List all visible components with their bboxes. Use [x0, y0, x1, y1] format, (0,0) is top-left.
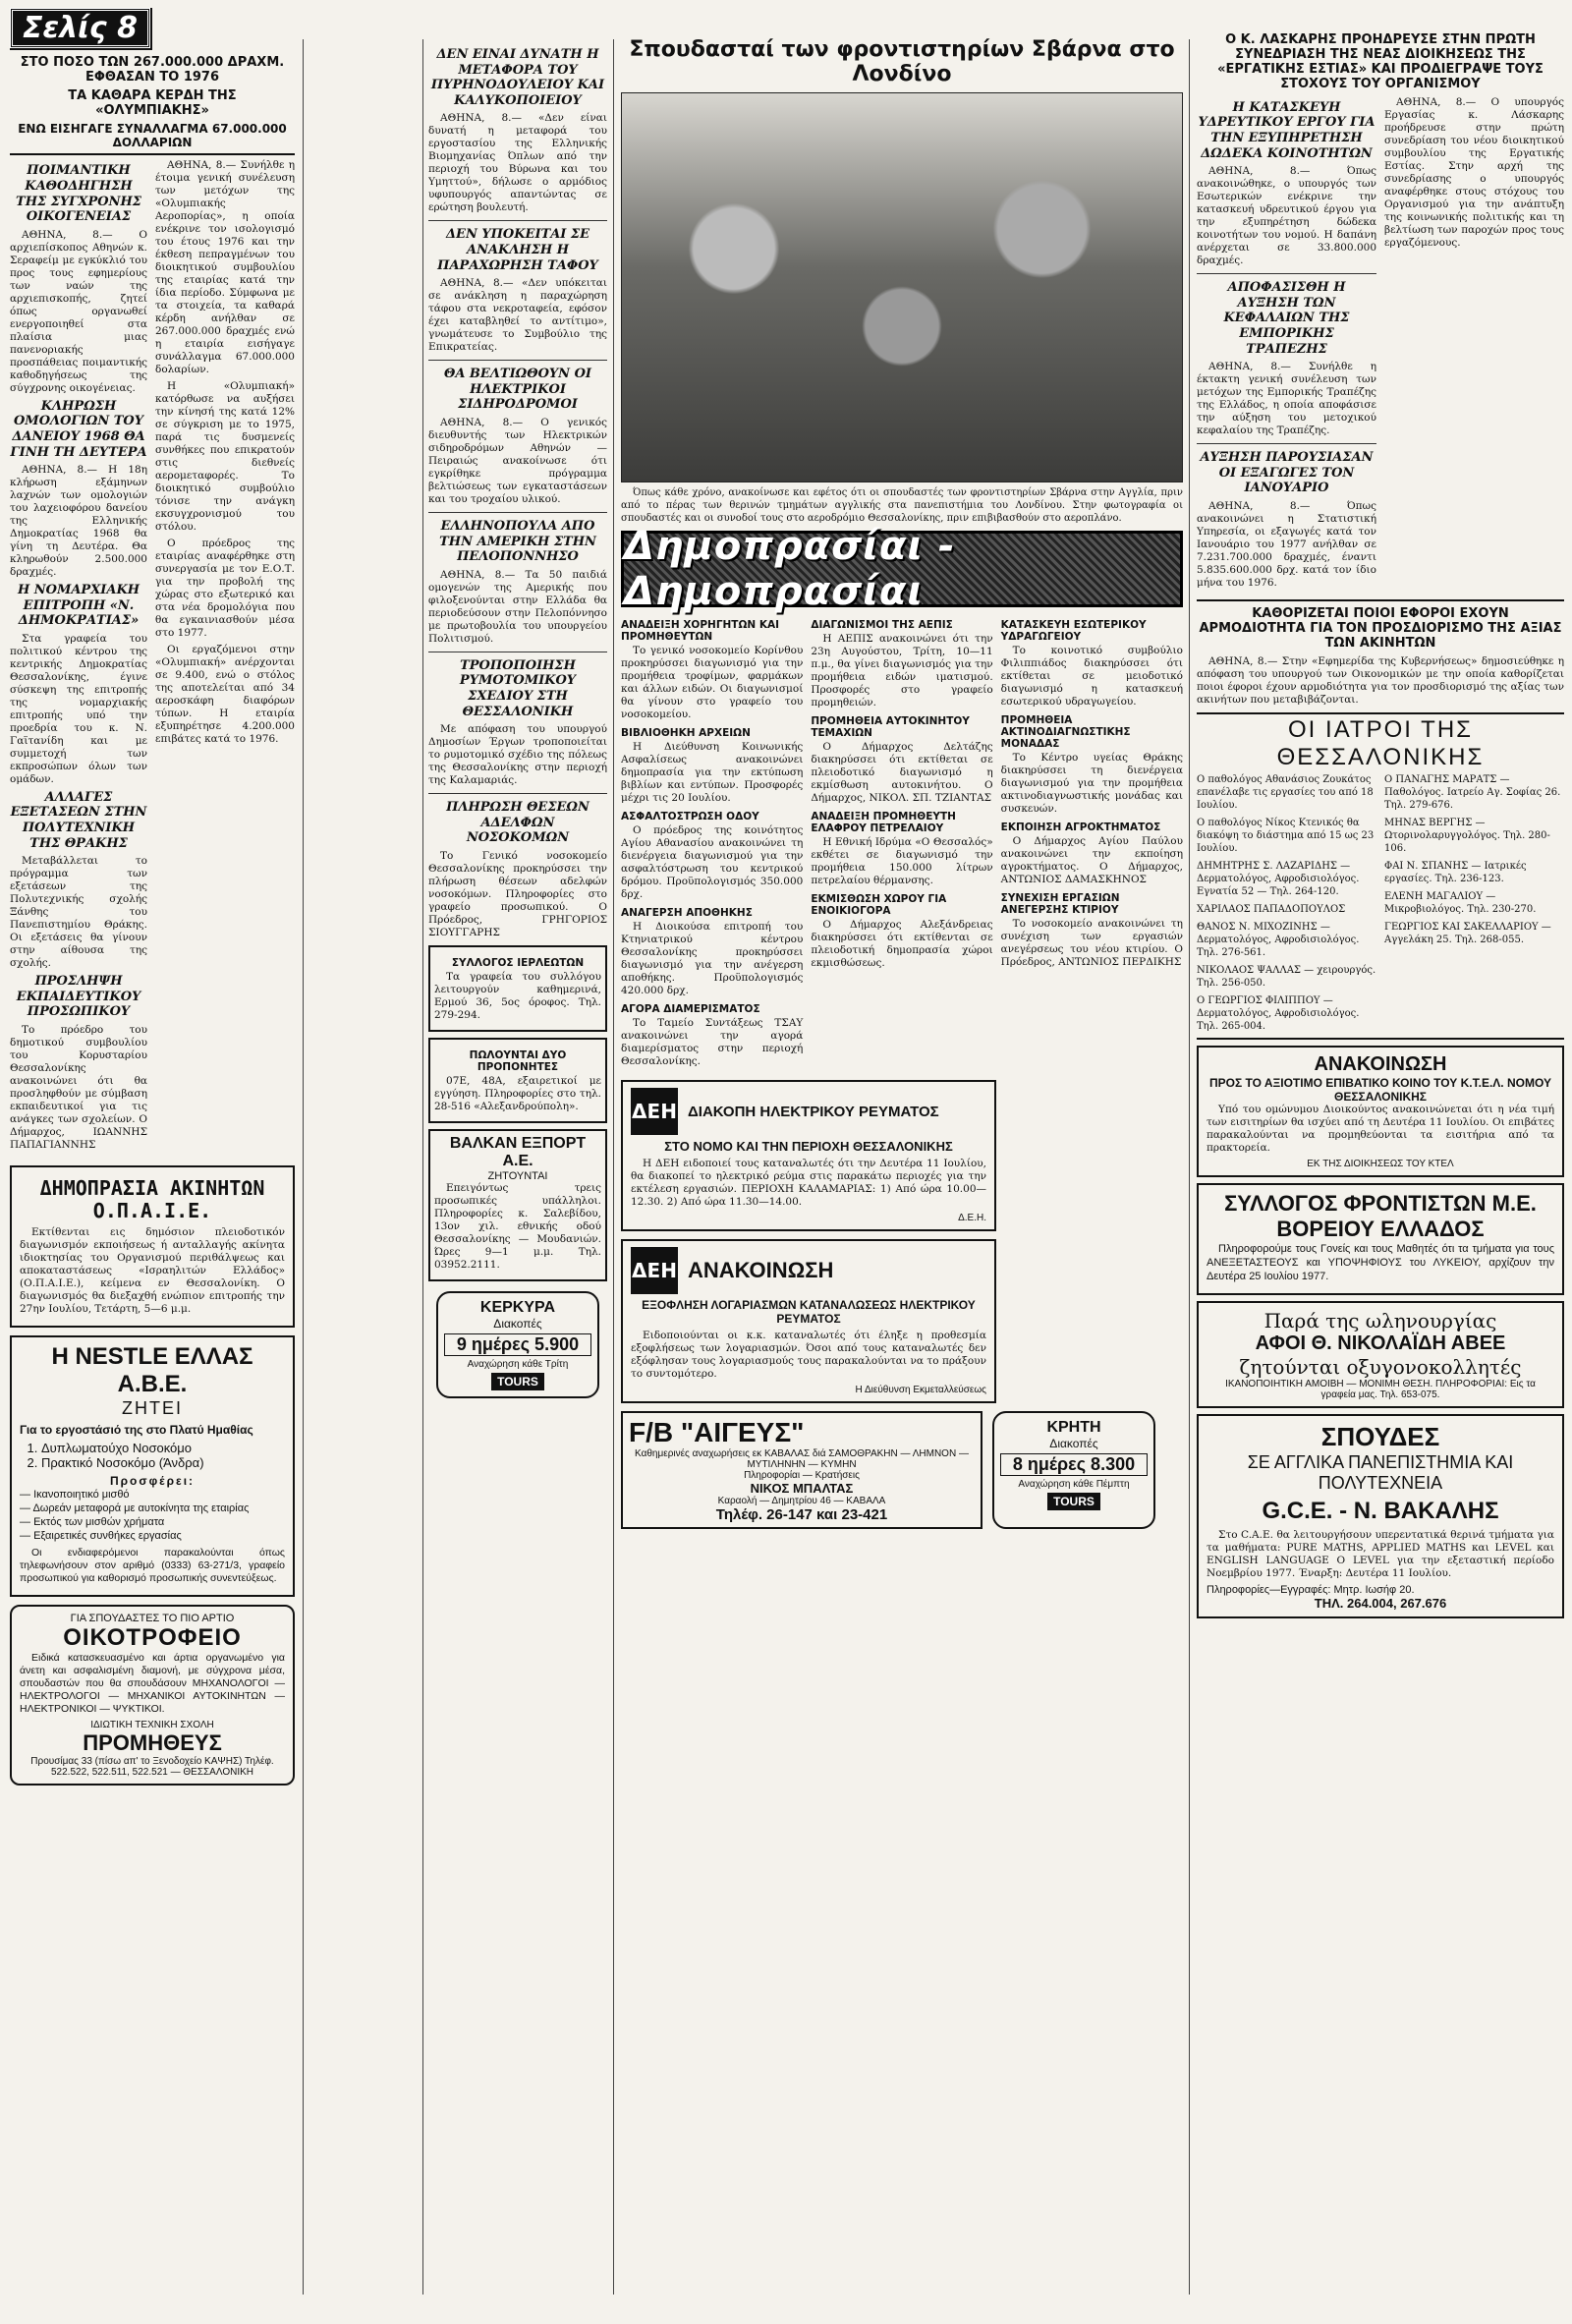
doctor-entry: Ο παθολόγος Νίκος Κτενικός θα διακόψη το διάστημα από 15 ως 23 Ιουλίου.: [1197, 817, 1375, 854]
aigeus-agent: ΝΙΚΟΣ ΜΠΑΛΤΑΣ: [750, 1481, 854, 1496]
list-item: — Ικανοποιητικό μισθό: [20, 1489, 130, 1502]
article-heading: ΚΛΗΡΩΣΗ ΟΜΟΛΟΓΙΩΝ ΤΟΥ ΔΑΝΕΙΟΥ 1968 ΘΑ ΓΙΝΗ ΤΗ ΔΕΥΤΕΡΑ: [10, 398, 147, 460]
notice-box: [428, 945, 607, 1032]
doctor-entry: ΘΑΝΟΣ Ν. ΜΙΧΟΖΙΝΗΣ — Δερματολόγος, Αφροδισιολόγος. Τηλ. 276-561.: [1197, 921, 1360, 958]
article-heading: ΔΕΝ ΕΙΝΑΙ ΔΥΝΑΤΗ Η ΜΕΤΑΦΟΡΑ ΤΟΥ ΠΥΡΗΝΟΔΟΥΛΕΙΟΥ ΚΑΙ ΚΑΛΥΚΟΠΟΙΕΙΟΥ: [430, 47, 605, 108]
school-heading: ΟΙΚΟΤΡΟΦΕΙΟ: [63, 1624, 242, 1652]
auctions-banner: Δημοπρασίαι - Δημοπρασίαι: [621, 531, 1183, 607]
welders-pre: Παρά της ωληνουργίας: [1263, 1308, 1497, 1332]
studies-info: Πληροφορίες—Εγγραφές: Μητρ. Ιωσήφ 20.: [1207, 1583, 1415, 1596]
article-heading: Η ΝΟΜΑΡΧΙΑΚΗ ΕΠΙΤΡΟΠΗ «Ν. ΔΗΜΟΚΡΑΤΙΑΣ»: [17, 583, 140, 629]
article-text: ΑΘΗΝΑ, 8.— Συνήλθε η έτοιμα γενική συνέλευση των μετόχων της «Ολυμπιακής Αεροπορίας», η οποία ενέκρινε τον ισολογισμό του έτους 1976 και την έκθεση πεπραγμένων του διοικητικού συμβουλίου της εταιρίας κατά την ίδια περίοδο. Σύμφωνα με τα στοιχεία, τα καθαρά κέρδη ανήλθαν σε 267.000.000 δραχμές ενώ η εταιρία εισήγαγε συνάλλαγμα 67.000.000 δολαρίων.: [155, 159, 295, 376]
tender-heading: ΕΚΜΙΣΘΩΣΗ ΧΩΡΟΥ ΓΙΑ ΕΝΟΙΚΙΟΓΟΡΑ: [811, 893, 947, 917]
tender-text: Το Κέντρο υγείας Θράκης διακηρύσσει τη διενέργεια διαγωνισμού για την προμήθεια ακτινοδιαγνωστικής μονάδας και συσκευών.: [1000, 752, 1183, 815]
doctors-section: [1197, 712, 1564, 1040]
doctor-entry: ΦΑΙ Ν. ΣΠΑΝΗΣ — Ιατρικές εργασίες. Τηλ. 236-123.: [1384, 860, 1527, 884]
tender-heading: ΚΑΤΑΣΚΕΥΗ ΕΣΩΤΕΡΙΚΟΥ ΥΔΡΑΓΩΓΕΙΟΥ: [1000, 619, 1147, 643]
school-text: Ειδικά κατασκευασμένο και άρτια οργανωμένο για άνετη και ασφαλισμένη διαμονή, με σύγχρονα μέσα, σπουδαστών που θα σπουδάσουν ΜΗΧΑΝΟΛΟΓΟΙ — ΗΛΕΚΤΡΟΛΟΓΟΙ — ΜΗΧΑΝΙΚΟΙ ΑΥΤΟΚΙΝΗΤΩΝ — ΗΛΕΚΤΡΟΝΙΚΟΙ — ΨΥΚΤΙΚΟΙ.: [20, 1652, 285, 1716]
notice-box: [428, 1038, 607, 1123]
notice-heading: ΒΑΛΚΑΝ ΕΞΠΟΡΤ Α.Ε.: [449, 1134, 587, 1169]
opaie-text: Εκτίθενται εις δημόσιον πλειοδοτικόν διαγωνισμόν εκποιήσεως ή ανταλλαγής ακίνητα ιδιοκτησίας του Οργανισμού περιθάλψεως και αποκαταστάσεως «Ισραηλιτών Ελλάδος» (Ο.Π.Α.Ι.Ε.), κείμενα εν Θεσσαλονίκη. Ο διαγωνισμός θα διεξαχθή ενώπιον επιτροπής την 27ην Ιουλίου, Τετάρτη, 5—6 μ.μ.: [20, 1226, 285, 1316]
article-heading: ΑΥΞΗΣΗ ΠΑΡΟΥΣΙΑΣΑΝ ΟΙ ΕΞΑΓΩΓΕΣ ΤΟΝ ΙΑΝΟΥΑΡΙΟ: [1200, 450, 1374, 496]
notice-text: Επειγόντως τρεις προσωπικές υπάλληλοι. Πληροφορίες κ. Σαλεβίδου, 13ον χιλ. εθνικής οδού Θεσσαλονίκης — Μουδανιών. Ώρες 9—1 μ.μ. Τηλ. 03952.2111.: [434, 1181, 601, 1271]
welders-wanted: ζητούνται οξυγονοκολλητές: [1239, 1354, 1522, 1379]
tender-text: Το Ταμείο Συντάξεως ΤΣΑΥ ανακοινώνει την αγορά διαμερίσματος στην περιοχή Θεσσαλονίκης.: [621, 1017, 804, 1067]
doctor-entry: Ο ΓΕΩΡΓΙΟΣ ΦΙΛΙΠΠΟΥ — Δερματολόγος, Αφροδισιολόγος. Τηλ. 265-004.: [1197, 994, 1360, 1032]
tender-heading: ΕΚΠΟΙΗΣΗ ΑΓΡΟΚΤΗΜΑΤΟΣ: [1000, 822, 1161, 833]
doctor-entry: ΓΕΩΡΓΙΟΣ ΚΑΙ ΣΑΚΕΛΛΑΡΙΟΥ — Αγγελάκη 25. Τηλ. 268-055.: [1384, 921, 1551, 945]
article-heading: Η ΚΑΤΑΣΚΕΥΗ ΥΔΡΕΥΤΙΚΟΥ ΕΡΓΟΥ ΓΙΑ ΤΗΝ ΕΞΥΠΗΡΕΤΗΣΗ ΔΩΔΕΚΑ ΚΟΙΝΟΤΗΤΩΝ: [1198, 99, 1376, 161]
lead-headline-2: ΤΑ ΚΑΘΑΡΑ ΚΕΡΔΗ ΤΗΣ «ΟΛΥΜΠΙΑΚΗΣ»: [68, 87, 237, 118]
tender-text: Ο Δήμαρχος Αγίου Παύλου ανακοινώνει την εκποίηση αγροκτήματος. Ο Δήμαρχος, ΑΝΤΩΝΙΟΣ ΔΑΜΑΣΚΗΝΟΣ: [1000, 835, 1183, 885]
column-rule: [422, 39, 423, 2295]
article-text: Στα γραφεία του πολιτικού κέντρου της κεντρικής Δημοκρατίας Θεσσαλονίκης, έγινε σύσκεψη της επιτροπής της νομαρχιακής επιτροπής υπό την προεδρία του κ. Ν. Γαϊτανίδη και με συμμετοχή των εκπροσώπων όλων των ομάδων.: [10, 632, 147, 785]
nestle-offers-label: Προσφέρει:: [109, 1474, 196, 1489]
ktel-text: Υπό του ομώνυμου Διοικούντος ανακοινώνεται ότι η νέα τιμή των εισιτηρίων θα ισχύει από τη Δευτέρα 11 Ιουλίου. Οι επιβάτες παρακαλούνται να προμηθεύονται τα εισιτήρια από τα πρακτορεία.: [1207, 1103, 1554, 1154]
doctor-entry: ΔΗΜΗΤΡΗΣ Σ. ΛΑΖΑΡΙΔΗΣ — Δερματολόγος, Αφροδισιολόγος. Εγνατία 52 — Τηλ. 264-120.: [1197, 860, 1360, 897]
dei-subheading: ΕΞΟΦΛΗΣΗ ΛΟΓΑΡΙΑΣΜΩΝ ΚΑΤΑΝΑΛΩΣΕΩΣ ΗΛΕΚΤΡΙΚΟΥ ΡΕΥΜΑΤΟΣ: [642, 1298, 976, 1326]
tender-text: Η ΑΕΠΙΣ ανακοινώνει ότι την 23η Αυγούστου, Τρίτη, 10—11 π.μ., θα γίνει διαγωνισμός για την προμήθεια ειδών ιματισμού. Προσφορές στο γραφείο προμηθειών.: [811, 633, 993, 709]
article-text: Μεταβάλλεται το πρόγραμμα των εξετάσεων της Πολυτεχνικής σχολής Ξάνθης του Πανεπιστημίου Θράκης. Οι εξετάσεις θα γίνουν στην αίθουσα της σχολής.: [10, 855, 147, 970]
dei-text: Η ΔΕΗ ειδοποιεί τους καταναλωτές ότι την Δευτέρα 11 Ιουλίου, θα διακοπεί το ηλεκτρικό ρεύμα στις παρακάτω περιοχές για την εκτέλεση εργασιών. ΠΕΡΙΟΧΗ ΚΑΛΑΜΑΡΙΑΣ: 1) Από ώρα 10.00—12.30. 2) Από ώρα 11.30—14.00.: [631, 1158, 986, 1208]
dei-billing-notice: [621, 1239, 996, 1403]
studies-text: Στο C.A.E. θα λειτουργήσουν υπερεντατικά θερινά τμήματα για τα μαθήματα: PURE MATHS, APPLIED MATHS και LEVEL και ENGLISH LANGUAGE O LEVEL για την εξεταστική περίοδο Νοεμβρίου 1977. Έναρξη: Δευτέρα 11 Ιουλίου.: [1207, 1528, 1554, 1579]
ktel-notice: [1197, 1046, 1564, 1177]
tender-text: Η Διοικούσα επιτροπή του Κτηνιατρικού κέντρου Θεσσαλονίκης προκηρύσσει διαγωνισμό για την ανέγερση αποθήκης. Προϋπολογισμός 420.000 δρχ.: [621, 921, 804, 996]
notice-box: [428, 1129, 607, 1281]
studies-phone: ΤΗΛ. 264.004, 267.676: [1314, 1595, 1447, 1611]
article-text: ΑΘΗΝΑ, 8.— Τα 50 παιδιά ομογενών της Αμερικής που φιλοξενούνται στην Ελλάδα θα περιοδεύσουν στην Πελοπόννησο με πρωτοβουλία του υπουργείου Πολιτισμού.: [428, 568, 607, 645]
lead-headline-1: ΣΤΟ ΠΟΣΟ ΤΩΝ 267.000.000 ΔΡΑΧΜ. ΕΦΘΑΣΑΝ ΤΟ 1976: [20, 55, 285, 85]
tender-heading: ΒΙΒΛΙΟΘΗΚΗ ΑΡΧΕΙΩΝ: [621, 727, 751, 739]
travel-destination: ΚΕΡΚΥΡΑ: [479, 1298, 556, 1316]
nestle-ad: [10, 1335, 295, 1597]
doctor-entry: Ο παθολόγος Αθανάσιος Ζουκάτος επανέλαβε τις εργασίες του από 18 Ιουλίου.: [1197, 773, 1374, 811]
article-text: ΑΘΗΝΑ, 8.— «Δεν υπόκειται σε ανάκληση η παραχώρηση τάφου στα νεκροταφεία, εφόσον έχει καταβληθεί το αντίτιμο», γνωμάτευσε το Συμβούλιο της Επικρατείας.: [428, 277, 607, 354]
article-text: ΑΘΗΝΑ, 8.— Η 18η κλήρωση εξάμηνων λαχνών των ομολογιών του λαχειοφόρου δανείου της Ελληνικής Δημοκρατίας 1968 θα γίνη τη Δευτέρα. Θα κληρωθούν 2.500.000 δραχμές.: [10, 464, 147, 579]
welders-text: ΙΚΑΝΟΠΟΙΗΤΙΚΗ ΑΜΟΙΒΗ — ΜΟΝΙΜΗ ΘΕΣΗ. ΠΛΗΡΟΦΟΡΙΑΙ: Εις τα γραφεία μας. Τηλ. 653-075.: [1225, 1378, 1536, 1400]
list-item: — Εξαιρετικές συνθήκες εργασίας: [20, 1530, 182, 1543]
travel-note: Αναχώρηση κάθε Τρίτη: [467, 1358, 569, 1370]
doctor-entry: ΕΛΕΝΗ ΜΑΓΑΛΙΟΥ — Μικροβιολόγος. Τηλ. 230-270.: [1384, 890, 1537, 915]
dei-sign: Η Διεύθυνση Εκμεταλλεύσεως: [855, 1385, 986, 1395]
opaie-auction-ad: [10, 1165, 295, 1328]
opaie-heading: ΔΗΜΟΠΡΑΣΙΑ ΑΚΙΝΗΤΩΝ Ο.Π.Α.Ι.Ε.: [39, 1176, 265, 1223]
dei-heading: ΔΙΑΚΟΠΗ ΗΛΕΚΤΡΙΚΟΥ ΡΕΥΜΑΤΟΣ: [688, 1103, 939, 1120]
tender-text: Ο Δήμαρχος Αλεξάνδρειας διακηρύσσει ότι εκτίθενται σε πλειοδοτική δημοπρασία χώροι εκμισθώσεως.: [811, 919, 993, 969]
school-address: Προυσίμας 33 (πίσω απ' το Ξενοδοχείο ΚΑΨΗΣ) Τηλέφ. 522.522, 522.511, 522.521 — ΘΕΣΣΑΛΟΝΙΚΗ: [30, 1756, 274, 1779]
travel-agency: TOURS: [1047, 1493, 1100, 1510]
list-item: — Εκτός των μισθών χρήματα: [20, 1516, 165, 1529]
aigeus-phone: Τηλέφ. 26-147 και 23-421: [715, 1506, 888, 1523]
article-heading: ΑΠΟΦΑΣΙΣΘΗ Η ΑΥΞΗΣΗ ΤΩΝ ΚΕΦΑΛΑΙΩΝ ΤΗΣ ΕΜΠΟΡΙΚΗΣ ΤΡΑΠΕΖΗΣ: [1223, 280, 1350, 357]
travel-destination: ΚΡΗΤΗ: [1046, 1419, 1101, 1436]
aigeus-heading: F/B "ΑΙΓΕΥΣ": [629, 1417, 805, 1447]
students-photo: [621, 92, 1183, 482]
studies-heading: ΣΠΟΥΔΕΣ: [1320, 1421, 1440, 1451]
welders-ad: [1197, 1301, 1564, 1408]
school-name-pre: ΙΔΙΩΤΙΚΗ ΤΕΧΝΙΚΗ ΣΧΟΛΗ: [90, 1720, 214, 1731]
notice-text: Τα γραφεία του συλλόγου λειτουργούν καθημερινά, Ερμού 36, 5ος όροφος. Τηλ. 279-294.: [434, 970, 601, 1021]
column-rule: [613, 39, 614, 2295]
tender-heading: ΑΝΑΓΕΡΣΗ ΑΠΟΘΗΚΗΣ: [621, 907, 753, 919]
notice-text: 07Ε, 48Α, εξαιρετικοί με εγγύηση. Πληροφορίες στο τηλ. 28-516 «Αλεξανδρούπολη».: [434, 1074, 601, 1112]
column-4: [621, 37, 1183, 2317]
article-text: ΑΘΗΝΑ, 8.— Ο αρχιεπίσκοπος Αθηνών κ. Σεραφείμ με εγκύκλιό του προς τους εφημερίους των ναών της αρχιεπισκοπής, ζητεί όπως οργανωθεί ενεργοποιηθεί στα πλαίσια μιας πανενοριακής προσπάθειας ποιμαντικής καθοδηγήσεως της σύγχρονης οικογένειας.: [10, 228, 147, 394]
studies-ad: [1197, 1414, 1564, 1618]
tender-text: Το γενικό νοσοκομείο Κορίνθου προκηρύσσει διαγωνισμό για την προμήθεια τροφίμων, φαρμάκων και άλλων ειδών. Οι διαγωνισμοί θα γίνουν στο γραφείο του νοσοκομείου.: [621, 645, 804, 720]
ktel-sign: ΕΚ ΤΗΣ ΔΙΟΙΚΗΣΕΩΣ ΤΟΥ ΚΤΕΛ: [1307, 1158, 1454, 1169]
tender-heading: ΠΡΟΜΗΘΕΙΑ ΑΚΤΙΝΟΔΙΑΓΝΩΣΤΙΚΗΣ ΜΟΝΑΔΑΣ: [1000, 714, 1131, 750]
article-text: Οι εργαζόμενοι στην «Ολυμπιακή» ανέρχονται σε 9.400, ενώ ο στόλος της αποτελείται από 34 αεροσκάφη διαφόρων τύπων. Η εταιρία εξυπηρέτησε 4.200.000 επιβάτες κατά το 1976.: [155, 644, 295, 746]
column-rule: [303, 39, 304, 2295]
dei-heading: ΑΝΑΚΟΙΝΩΣΗ: [688, 1258, 834, 1282]
travel-label: Διακοπές: [1049, 1437, 1098, 1450]
lead-headline-3: ΕΝΩ ΕΙΣΗΓΑΓΕ ΣΥΝΑΛΛΑΓΜΑ 67.000.000 ΔΟΛΛΑΡΙΩΝ: [18, 121, 287, 149]
tender-text: Ο πρόεδρος της κοινότητος Αγίου Αθανασίου ανακοινώνει τη διενέργεια διαγωνισμού για την ασφαλτόστρωση του κεντρικού δρόμου. Προϋπολογισμός 350.000 δρχ.: [621, 824, 804, 900]
tender-text: Το νοσοκομείο ανακοινώνει τη συνέχιση των εργασιών ανεγέρσεως του νέου κτιρίου. Ο Πρόεδρος, ΑΝΤΩΝΙΟΣ ΠΕΡΔΙΚΗΣ: [1000, 918, 1183, 968]
article-heading: ΤΡΟΠΟΠΟΙΗΣΗ ΡΥΜΟΤΟΜΙΚΟΥ ΣΧΕΔΙΟΥ ΣΤΗ ΘΕΣΣΑΛΟΝΙΚΗ: [459, 657, 577, 719]
tutors-text: Πληροφορούμε τους Γονείς και τους Μαθητές ότι τα τμήματα για τους ΑΝΕΞΕΤΑΣΤΕΟΥΣ και ΥΠΟΨΗΦΙΟΥΣ του ΛΥΚΕΙΟΥ, αρχίζουν την Δευτέρα 25 Ιουλίου 1977.: [1207, 1242, 1554, 1282]
travel-ad: [992, 1411, 1155, 1529]
notice-heading: ΣΥΛΛΟΓΟΣ ΙΕΡΛΕΩΤΩΝ: [451, 956, 585, 969]
photo-caption: Όπως κάθε χρόνο, ανακοίνωσε και εφέτος ότι οι σπουδαστές των φροντιστηρίων Σβάρνα στην Αγγλία, πριν από το πέρας των θερινών τμημάτων αγγλικής στα πανεπιστήμια του Λονδίνου. Στην φωτογραφία οι σπουδαστές και οι συνοδοί τους στο αεροδρόμιο Θεσσαλονίκης, πριν επιβιβασθούν στο αεροπλάνο.: [621, 487, 1183, 524]
doctor-entry: ΜΗΝΑΣ ΒΕΡΓΗΣ — Ωτορινολαρυγγολόγος. Τηλ. 280-106.: [1384, 817, 1550, 854]
article-text: ΑΘΗΝΑ, 8.— Συνήλθε η έκτακτη γενική συνέλευση των μετόχων της Εμπορικής Τραπέζης της Ελλάδος, η οποία αποφάσισε την αύξηση του μετοχικού κεφαλαίου της Τραπέζης.: [1197, 361, 1376, 437]
article-text: ΑΘΗΝΑ, 8.— «Δεν είναι δυνατή η μεταφορά του εργοστασίου της Ελληνικής Βιομηχανίας Όπλων από την περιοχή του Βύρωνα και του Υμηττού», δήλωσε ο αρμόδιος υφυπουργός απαντώντας σε ερώτηση βουλευτή.: [428, 112, 607, 214]
tender-heading: ΔΙΑΓΩΝΙΣΜΟΙ ΤΗΣ ΑΕΠΙΣ: [811, 619, 953, 631]
school-ad: [10, 1605, 295, 1786]
studies-name: G.C.E. - Ν. ΒΑΚΑΛΗΣ: [1262, 1497, 1499, 1524]
dei-sign: Δ.Ε.Η.: [958, 1213, 986, 1223]
article-text: Το πρόεδρο του δημοτικού συμβουλίου του Κορυσταρίου Θεσσαλονίκης ανακοινώνει ότι θα προσληφθούν με σύμβαση εκπαιδευτικοί για τις ανάγκες των σχολείων. Ο Δήμαρχος, ΙΩΑΝΝΗΣ ΠΑΠΑΓΙΑΝΝΗΣ: [10, 1024, 147, 1152]
lead-headline: Ο Κ. ΛΑΣΚΑΡΗΣ ΠΡΟΗΔΡΕΥΣΕ ΣΤΗΝ ΠΡΩΤΗ ΣΥΝΕΔΡΙΑΣΗ ΤΗΣ ΝΕΑΣ ΔΙΟΙΚΗΣΕΩΣ ΤΗΣ «ΕΡΓΑΤΙΚΗΣ ΕΣΤΙΑΣ» ΚΑΙ ΠΡΟΔΙΕΓΡΑΨΕ ΤΟΥΣ ΣΤΟΧΟΥΣ ΤΟΥ ΟΡΓΑΝΙΣΜΟΥ: [1217, 32, 1544, 91]
dei-text: Ειδοποιούνται οι κ.κ. καταναλωτές ότι έληξε η προθεσμία εξοφλήσεως των λογαριασμών. Όσοι από τους καταναλωτές δεν εξόφλησαν τους λογαριασμούς τους παρακαλούνται να το πράξουν το συντομότερο.: [631, 1330, 986, 1380]
article-heading: ΚΑΘΟΡΙΖΕΤΑΙ ΠΟΙΟΙ ΕΦΟΡΟΙ ΕΧΟΥΝ ΑΡΜΟΔΙΟΤΗΤΑ ΓΙΑ ΤΟΝ ΠΡΟΣΔΙΟΡΙΣΜΟ ΤΗΣ ΑΞΙΑΣ ΤΩΝ ΑΚΙΝΗΤΩΝ: [1199, 605, 1562, 651]
article-heading: ΠΛΗΡΩΣΗ ΘΕΣΕΩΝ ΑΔΕΛΦΩΝ ΝΟΣΟΚΟΜΩΝ: [446, 800, 590, 846]
travel-price: 8 ημέρες 8.300: [1000, 1453, 1148, 1476]
doctor-entry: Ο ΠΑΝΑΓΗΣ ΜΑΡΑΤΣ — Παθολόγος. Ιατρείο Αγ. Σοφίας 26. Τηλ. 279-676.: [1384, 773, 1561, 811]
article-text: ΑΘΗΝΑ, 8.— Ο γενικός διευθυντής των Ηλεκτρικών σιδηροδρόμων Αθηνών — Πειραιώς ανακοίνωσε ότι εγκρίθηκε πρόγραμμα βελτιώσεως των εγκαταστάσεων και του τροχαίου υλικού.: [428, 416, 607, 505]
travel-note: Αναχώρηση κάθε Πέμπτη: [1018, 1479, 1130, 1490]
tender-heading: ΑΝΑΔΕΙΞΗ ΠΡΟΜΗΘΕΥΤΗ ΕΛΑΦΡΟΥ ΠΕΤΡΕΛΑΙΟΥ: [811, 811, 956, 834]
tender-text: Το κοινοτικό συμβούλιο Φιλιππιάδος διακηρύσσει ότι εκτίθεται σε μειοδοτικό διαγωνισμό η κατασκευή εσωτερικού υδραγωγείου.: [1000, 645, 1183, 708]
tender-heading: ΑΓΟΡΑ ΔΙΑΜΕΡΙΣΜΑΤΟΣ: [621, 1003, 760, 1015]
travel-label: Διακοπές: [493, 1316, 542, 1331]
ktel-heading: ΑΝΑΚΟΙΝΩΣΗ: [1314, 1052, 1447, 1075]
school-name: ΠΡΟΜΗΘΕΥΣ: [83, 1730, 222, 1756]
dei-logo: ΔΕΗ: [631, 1088, 678, 1135]
column-5: [1197, 29, 1564, 2317]
article-text: Με απόφαση του υπουργού Δημοσίων Έργων τροποποιείται το ρυμοτομικό σχέδιο της πόλεως της Θεσσαλονίκης στην περιοχή της Καλαμαριάς.: [428, 723, 607, 787]
travel-agency: TOURS: [491, 1373, 544, 1390]
page-label: Σελίς 8: [10, 8, 150, 48]
ktel-subheading: ΠΡΟΣ ΤΟ ΑΞΙΟΤΙΜΟ ΕΠΙΒΑΤΙΚΟ ΚΟΙΝΟ ΤΟΥ Κ.Τ.Ε.Λ. ΝΟΜΟΥ ΘΕΣΣΑΛΟΝΙΚΗΣ: [1209, 1075, 1551, 1104]
tender-heading: ΑΣΦΑΛΤΟΣΤΡΩΣΗ ΟΔΟΥ: [621, 811, 759, 822]
photo-headline: Σπουδασταί των φροντιστηρίων Σβάρνα στο Λονδίνο: [629, 37, 1175, 86]
article-heading: ΕΛΛΗΝΟΠΟΥΛΑ ΑΠΟ ΤΗΝ ΑΜΕΡΙΚΗ ΣΤΗΝ ΠΕΛΟΠΟΝΝΗΣΟ: [439, 518, 596, 565]
article-text: Η «Ολυμπιακή» κατόρθωσε να αυξήσει την κίνησή της κατά 12% σε σύγκριση με το 1975, παρά τις δυσμενείς συνθήκες που επικρατούν στις διεθνείς αερομεταφορές. Το διοικητικό συμβούλιο τόνισε την ανάγκη εκσυγχρονισμού του στόλου.: [155, 380, 295, 534]
list-item: 1. Δυπλωματούχο Νοσοκόμο: [41, 1441, 285, 1455]
tender-heading: ΣΥΝΕΧΙΣΗ ΕΡΓΑΣΙΩΝ ΑΝΕΓΕΡΣΗΣ ΚΤΙΡΙΟΥ: [1000, 892, 1120, 916]
tutors-notice: [1197, 1183, 1564, 1295]
nestle-heading: Η NESTLE ΕΛΛΑΣ Α.Β.Ε.: [51, 1343, 253, 1398]
list-item: 2. Πρακτικό Νοσοκόμο (Άνδρα): [41, 1455, 285, 1470]
tender-heading: ΑΝΑΔΕΙΞΗ ΧΟΡΗΓΗΤΩΝ ΚΑΙ ΠΡΟΜΗΘΕΥΤΩΝ: [621, 619, 780, 643]
travel-price: 9 ημέρες 5.900: [444, 1333, 591, 1356]
doctor-entry: ΝΙΚΟΛΑΟΣ ΨΑΛΛΑΣ — χειρουργός. Τηλ. 256-050.: [1197, 964, 1376, 989]
article-heading: ΑΛΛΑΓΕΣ ΕΞΕΤΑΣΕΩΝ ΣΤΗΝ ΠΟΛΥΤΕΧΝΙΚΗ ΤΗΣ ΘΡΑΚΗΣ: [10, 789, 147, 851]
tutors-heading: ΣΥΛΛΟΓΟΣ ΦΡΟΝΤΙΣΤΩΝ Μ.Ε. ΒΟΡΕΙΟΥ ΕΛΛΑΔΟΣ: [1224, 1190, 1537, 1241]
article-heading: ΠΟΙΜΑΝΤΙΚΗ ΚΑΘΟΔΗΓΗΣΗ ΤΗΣ ΣΥΓΧΡΟΝΗΣ ΟΙΚΟΓΕΝΕΙΑΣ: [16, 163, 141, 225]
doctors-heading: ΟΙ ΙΑΤΡΟΙ ΤΗΣ ΘΕΣΣΑΛΟΝΙΚΗΣ: [1276, 715, 1485, 770]
dei-power-cut-notice: [621, 1080, 996, 1231]
studies-subheading: ΣΕ ΑΓΓΛΙΚΑ ΠΑΝΕΠΙΣΤΗΜΙΑ ΚΑΙ ΠΟΛΥΤΕΧΝΕΙΑ: [1247, 1451, 1514, 1493]
article-heading: ΘΑ ΒΕΛΤΙΩΘΟΥΝ ΟΙ ΗΛΕΚΤΡΙΚΟΙ ΣΙΔΗΡΟΔΡΟΜΟΙ: [444, 367, 591, 413]
notice-subheading: ΖΗΤΟΥΝΤΑΙ: [487, 1169, 548, 1182]
welders-company: ΑΦΟΙ Θ. ΝΙΚΟΛΑΪΔΗ ΑΒΕΕ: [1255, 1332, 1506, 1354]
article-text: ΑΘΗΝΑ, 8.— Ο υπουργός Εργασίας κ. Λάσκαρης προήδρευσε στην πρώτη συνεδρίαση του νέου διοικητικού συμβουλίου της Εργατικής Εστίας. Στην αρχή της συνεδρίασης ο υπουργός αναφέρθηκε στους στόχους του Οργανισμού για την ανάπτυξη της κοινωνικής πολιτικής και τη βελτίωση των παροχών προς τους εργαζόμενους.: [1384, 95, 1564, 249]
travel-ad: [436, 1291, 599, 1398]
dei-logo: ΔΕΗ: [631, 1247, 678, 1294]
article-text: Το Γενικό νοσοκομείο Θεσσαλονίκης προκηρύσσει την πλήρωση θέσεων αδελφών νοσοκόμων. Πληροφορίες στο γραφείο προσωπικού. Ο Πρόεδρος, ΓΡΗΓΟΡΙΟΣ ΣΙΟΥΓΓΑΡΗΣ: [428, 849, 607, 938]
aigeus-address: Καραολή — Δημητρίου 46 — ΚΑΒΑΛΑ: [717, 1496, 886, 1506]
column-1: [10, 8, 295, 2317]
aigeus-text: Καθημερινές αναχωρήσεις εκ ΚΑΒΑΛΑΣ διά ΣΑΜΟΘΡΑΚΗΝ — ΛΗΜΝΟΝ — ΜΥΤΙΛΗΝΗΝ — ΚΥΜΗΝ: [635, 1448, 969, 1470]
tender-text: Ο Δήμαρχος Δελτάζης διακηρύσσει ότι εκτίθεται σε πλειοδοτικό διαγωνισμό η εκμίσθωση αυτοκινήτου. Ο Δήμαρχος, ΝΙΚΟΛ. ΣΠ. ΤΖΙΑΝΤΑΣ: [811, 741, 993, 804]
aigeus-info: Πληροφορίαι — Κρατήσεις: [744, 1470, 860, 1481]
article-heading: ΔΕΝ ΥΠΟΚΕΙΤΑΙ ΣΕ ΑΝΑΚΛΗΣΗ Η ΠΑΡΑΧΩΡΗΣΗ ΤΑΦΟΥ: [437, 227, 598, 273]
nestle-subheading: ΖΗΤΕΙ: [122, 1398, 183, 1419]
notice-heading: ΠΩΛΟΥΝΤΑΙ ΔΥΟ ΠΡΟΠΟΝΗΤΕΣ: [469, 1049, 567, 1073]
aigeus-ferry-ad: [621, 1411, 982, 1529]
tender-heading: ΠΡΟΜΗΘΕΙΑ ΑΥΤΟΚΙΝΗΤΟΥ ΤΕΜΑΧΙΩΝ: [811, 715, 970, 739]
tender-text: Η Διεύθυνση Κοινωνικής Ασφαλίσεως ανακοινώνει δημοπρασία για την εκτύπωση βιβλίων και εντύπων. Προσφορές μέχρι τις 20 Ιουλίου.: [621, 741, 804, 804]
nestle-intro: Για το εργοστάσιό της στο Πλατύ Ημαθίας: [20, 1423, 253, 1438]
article-text: ΑΘΗΝΑ, 8.— Όπως ανακοινώθηκε, ο υπουργός των Εσωτερικών ενέκρινε την κατασκευή υδρευτικού έργου για την εξυπηρέτηση δώδεκα κοινοτήτων του νομού. Η δαπάνη ανέρχεται σε 33.800.000 δραχμές.: [1197, 165, 1376, 267]
nestle-contact: Οι ενδιαφερόμενοι παρακαλούνται όπως τηλεφωνήσουν στον αριθμό (0333) 63-271/3, γραφείο προσωπικού για καθορισμό προσωπικής συνεντεύξεως.: [20, 1547, 285, 1585]
article-text: Ο πρόεδρος της εταιρίας αναφέρθηκε στη συνεργασία με τον Ε.Ο.Τ. για την προβολή της χώρας στο εξωτερικό και στα νέα δρομολόγια που θα εγκαινιασθούν μέσα στο 1977.: [155, 538, 295, 640]
school-pre: ΓΙΑ ΣΠΟΥΔΑΣΤΕΣ ΤΟ ΠΙΟ ΑΡΤΙΟ: [70, 1613, 235, 1625]
tender-text: Η Εθνική Ιδρύμα «Ο Θεσσαλός» εκθέτει σε διαγωνισμό την προμήθεια 150.000 λίτρων πετρελαίου θέρμανσης.: [811, 836, 993, 886]
dei-subheading: ΣΤΟ ΝΟΜΟ ΚΑΙ ΤΗΝ ΠΕΡΙΟΧΗ ΘΕΣΣΑΛΟΝΙΚΗΣ: [664, 1139, 953, 1154]
column-rule: [1189, 39, 1190, 2295]
column-3: [428, 43, 607, 2313]
article-heading: ΠΡΟΣΛΗΨΗ ΕΚΠΑΙΔΕΥΤΙΚΟΥ ΠΡΟΣΩΠΙΚΟΥ: [16, 974, 141, 1020]
article-text: ΑΘΗΝΑ, 8.— Στην «Εφημερίδα της Κυβερνήσεως» δημοσιεύθηκε η απόφαση του υπουργού των Οικονομικών με την οποία καθορίζεται ποιοι έφοροι έχουν αρμοδιότητα για τον προσδιορισμό της αξίας των ακινήτων που μεταβιβάζονται.: [1197, 654, 1564, 706]
list-item: — Δωρεάν μεταφορά με αυτοκίνητα της εταιρίας: [20, 1502, 250, 1515]
doctor-entry: ΧΑΡΙΛΑΟΣ ΠΑΠΑΔΟΠΟΥΛΟΣ: [1197, 903, 1346, 915]
article-text: ΑΘΗΝΑ, 8.— Όπως ανακοινώνει η Στατιστική Υπηρεσία, οι εξαγωγές κατά τον Ιανουάριο του 1977 ανήλθαν σε 7.231.700.000 δραχμές, έναντι 5.835.600.000 δρχ. κατά τον ίδιο μήνα του 1976.: [1197, 499, 1376, 589]
